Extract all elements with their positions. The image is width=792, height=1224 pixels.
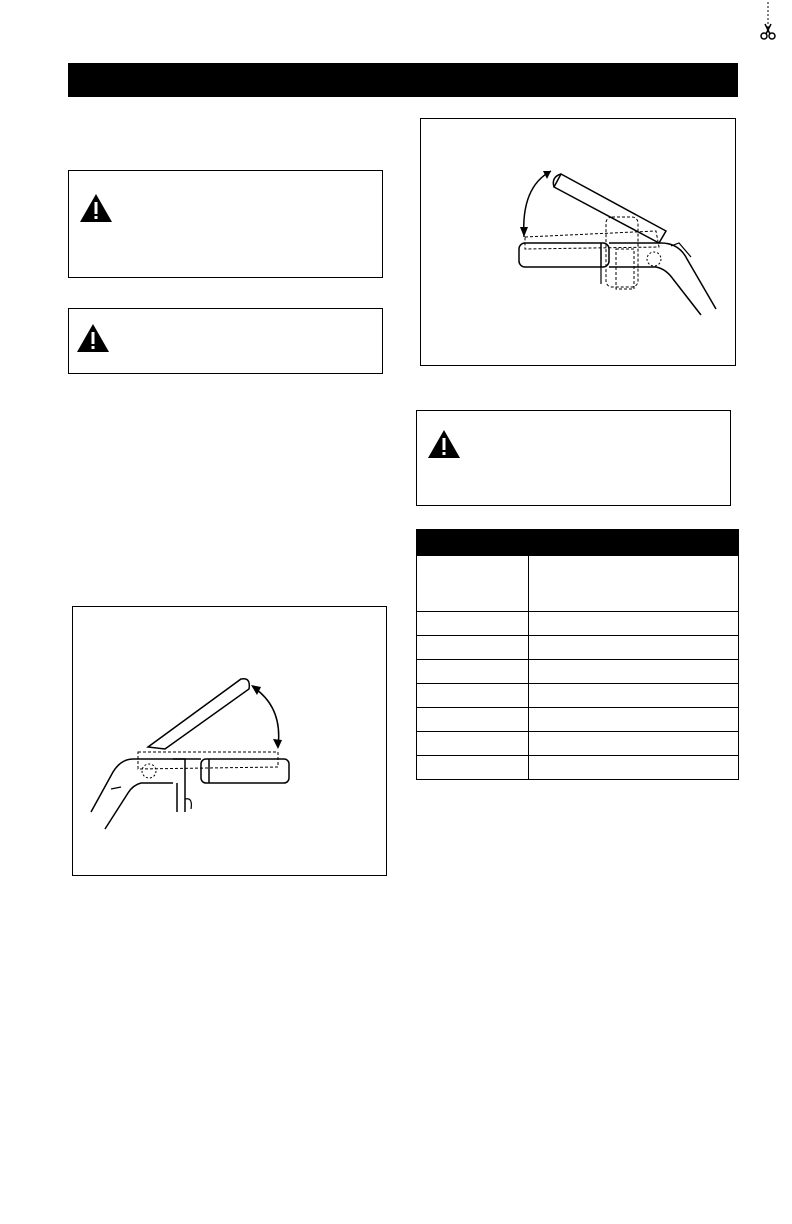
table-row: [417, 756, 739, 780]
table-cell: [417, 708, 529, 732]
table-cell: [417, 684, 529, 708]
table-cell: [529, 660, 739, 684]
warning-box-left-top: [68, 170, 383, 278]
table-header-row: [417, 530, 739, 556]
table-cell: [529, 708, 739, 732]
cut-line: [0, 0, 792, 40]
table-row: [417, 660, 739, 684]
table-row: [417, 612, 739, 636]
table-cell: [529, 636, 739, 660]
figure-handle-lever-left: [72, 606, 387, 876]
table-row: [417, 636, 739, 660]
table-cell: [529, 556, 739, 612]
table-cell: [529, 612, 739, 636]
spec-table: [416, 529, 739, 780]
warning-box-right: [416, 410, 731, 506]
table-cell: [529, 684, 739, 708]
warning-box-left-middle: [68, 308, 383, 374]
warning-triangle-icon: [79, 193, 113, 223]
table-row: [417, 556, 739, 612]
table-cell: [417, 636, 529, 660]
table-cell: [529, 756, 739, 780]
table-cell: [417, 660, 529, 684]
table-header-cell: [529, 530, 739, 556]
table-cell: [417, 556, 529, 612]
table-row: [417, 684, 739, 708]
figure-handle-lever-right: [420, 118, 736, 366]
table-cell: [529, 732, 739, 756]
table-row: [417, 708, 739, 732]
warning-triangle-icon: [76, 323, 110, 353]
table-cell: [417, 612, 529, 636]
table-cell: [417, 756, 529, 780]
table-row: [417, 732, 739, 756]
table-header-cell: [417, 530, 529, 556]
handle-lever-illustration: [73, 607, 388, 877]
handle-lever-illustration: [421, 119, 737, 367]
section-header-bar: [68, 63, 738, 97]
warning-triangle-icon: [427, 429, 461, 459]
table-cell: [417, 732, 529, 756]
